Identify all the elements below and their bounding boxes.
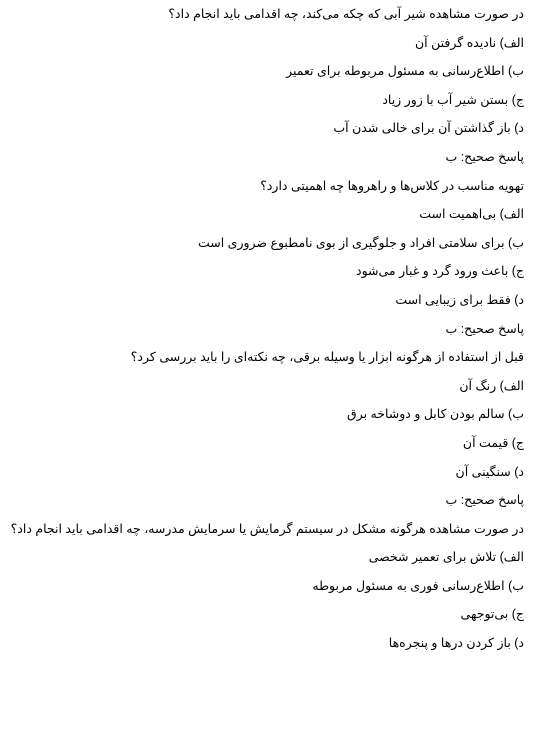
question-2-option-a: الف) بی‌اهمیت است bbox=[419, 207, 524, 222]
question-2-option-d: د) فقط برای زیبایی است bbox=[395, 292, 524, 307]
question-1-option-a: الف) نادیده گرفتن آن bbox=[414, 35, 524, 50]
question-2-option-c: ج) باعث ورود گرد و غبار می‌شود bbox=[356, 264, 524, 279]
question-4-option-a: الف) تلاش برای تعمیر شخصی bbox=[368, 550, 524, 565]
question-2-answer: پاسخ صحیح: ب bbox=[445, 321, 524, 336]
question-3-text: قبل از استفاده از هرگونه ابزار یا وسیله برقی، چه نکته‌ای را باید بررسی کرد؟ bbox=[130, 350, 524, 365]
question-3-option-b: ب) سالم بودن کابل و دوشاخه برق bbox=[347, 407, 524, 422]
question-1-option-d: د) باز گذاشتن آن برای خالی شدن آب bbox=[333, 121, 524, 136]
question-list bbox=[10, 3, 524, 661]
question-1-option-c: ج) بستن شیر آب با زور زیاد bbox=[382, 92, 524, 107]
question-4-text: در صورت مشاهده هرگونه مشکل در سیستم گرمایش یا سرمایش مدرسه، چه اقدامی باید انجام داد؟ bbox=[10, 521, 524, 536]
question-1-option-b: ب) اطلاع‌رسانی به مسئول مربوطه برای تعمیر bbox=[286, 64, 524, 79]
question-4-option-d: د) باز کردن درها و پنجره‌ها bbox=[388, 636, 524, 651]
question-1-text: در صورت مشاهده شیر آبی که چکه می‌کند، چه اقدامی باید انجام داد؟ bbox=[168, 7, 524, 21]
question-3-option-a: الف) رنگ آن bbox=[459, 378, 524, 393]
question-2-text: تهویه مناسب در کلاس‌ها و راهروها چه اهمیتی دارد؟ bbox=[260, 178, 524, 193]
question-3-answer: پاسخ صحیح: ب bbox=[445, 493, 524, 508]
question-3-option-d: د) سنگینی آن bbox=[455, 464, 524, 479]
question-2-option-b: ب) برای سلامتی افراد و جلوگیری از بوی نامطبوع ضروری است bbox=[197, 235, 524, 250]
question-4-option-c: ج) بی‌توجهی bbox=[460, 607, 524, 622]
question-4-option-b: ب) اطلاع‌رسانی فوری به مسئول مربوطه bbox=[312, 578, 524, 593]
question-3-option-c: ج) قیمت آن bbox=[462, 435, 524, 450]
question-1-answer: پاسخ صحیح: ب bbox=[445, 149, 524, 164]
